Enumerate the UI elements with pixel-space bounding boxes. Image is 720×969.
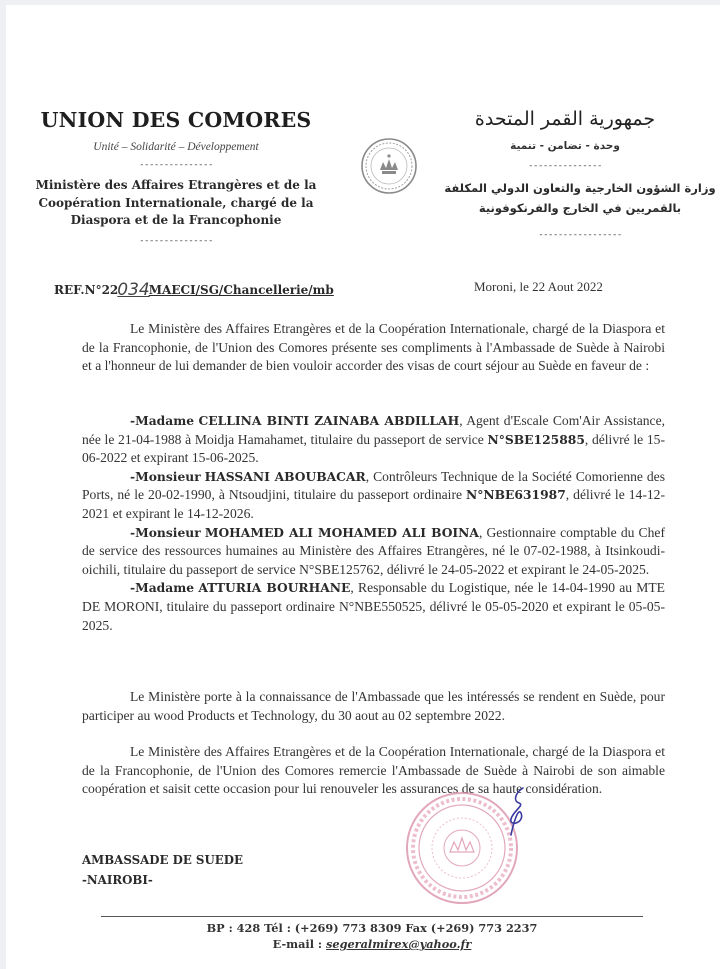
passport-validity: , délivré le 15-06-2022 et expirant 15-06-2025. <box>82 431 665 466</box>
footer-email-line <box>100 936 644 952</box>
separator-ar-1: --------------- <box>528 161 602 171</box>
email-link[interactable]: segeralmirex@yahoo.fr <box>326 937 472 951</box>
persons-list <box>82 412 665 635</box>
reference-suffix: MAECI/SG/Chancellerie/mb <box>148 283 334 297</box>
addressee-block <box>82 850 243 890</box>
person-entry <box>82 524 665 580</box>
person-details: , Gestionnaire comptable du Chef de service des ressources humaines au Ministère des Affaires Etrangères, né le 07-02-1988, à Itsinkoudi-oichili, titulaire du passeport de service <box>82 524 665 577</box>
ministry-name-fr <box>20 177 332 230</box>
passport-number: N°NBE550525 <box>338 598 423 614</box>
footer-phone-fax: BP : 428 Tél : (+269) 773 8309 Fax (+269) 773 2237 <box>206 921 538 935</box>
separator-fr-1: --------------- <box>139 160 213 170</box>
reference-handwritten-number: 034 <box>117 280 150 300</box>
person-name: ATTURIA BOURHANE <box>198 580 351 596</box>
passport-validity: , délivré le 24-05-2022 et expirant le 24-05-2025. <box>380 561 650 577</box>
country-name-ar: جمهورية القمر المتحدة <box>474 108 656 130</box>
person-entry <box>82 412 665 468</box>
passport-number: N°NBE631987 <box>466 487 566 503</box>
person-title: -Monsieur <box>130 524 201 540</box>
person-details: , Contrôleurs Technique de la Société Comorienne des Ports, né le 20-02-1990, à Ntsoudjini, titulaire du passeport ordinaire <box>82 468 665 503</box>
ministry-line: Ministère des Affaires Etrangères et de la <box>35 178 317 192</box>
place-date: Moroni, le 22 Aout 2022 <box>474 279 603 294</box>
person-entry <box>82 579 665 635</box>
ministry-line-ar: وزارة الشؤون الخارجية والتعاون الدولي المكلفة <box>444 181 716 195</box>
person-details: , Responsable du Logistique, née le 14-04-1990 au MTE DE MORONI, titulaire du passeport ordinaire <box>82 580 665 614</box>
email-label: E-mail : <box>272 937 327 951</box>
separator-ar-2: ----------------- <box>538 230 622 240</box>
ministry-line: Diaspora et de la Francophonie <box>70 213 282 227</box>
passport-number: N°SBE125885 <box>487 431 585 447</box>
coat-of-arms-seal-icon <box>360 137 418 195</box>
signature-initials-icon <box>505 785 531 840</box>
closing-paragraph: Le Ministère des Affaires Etrangères et de la Coopération Internationale, chargé de la Diaspora et de la Francophonie, de l'Union des Comores remercie l'Ambassade de Suède à Nairobi de son aimable coopération et saisit cette occasion pour lui renouveler les assurances de sa haute considération. <box>82 744 665 797</box>
person-title: -Madame <box>130 413 195 428</box>
person-entry <box>82 468 665 524</box>
addressee-city: -NAIROBI- <box>82 873 153 887</box>
ministry-name-ar <box>440 178 720 218</box>
motto-ar: وحدة - تضامن - تنمية <box>510 140 620 152</box>
person-name: CELLINA BINTI ZAINABA ABDILLAH <box>198 413 460 428</box>
reference-number <box>54 279 334 299</box>
separator-fr-2: --------------- <box>139 236 213 246</box>
purpose-paragraph: Le Ministère porte à la connaissance de l'Ambassade que les intéressés se rendent en Suède, pour participer au wood Products et Technology, du 30 aout au 02 septembre 2022. <box>82 689 665 723</box>
passport-validity: , délivré le 05-05-2020 et expirant le 05-05-2025. <box>82 598 665 633</box>
person-title: -Madame <box>130 580 195 596</box>
footer-divider <box>101 916 643 917</box>
ministry-stamp-icon <box>404 790 520 906</box>
passport-validity: , délivré le 14-12-2021 et expirant le 14-12-2026. <box>82 487 665 521</box>
person-title: -Monsieur <box>130 468 201 484</box>
person-name: HASSANI ABOUBACAR <box>204 468 366 484</box>
motto-fr: Unité – Solidarité – Développement <box>93 141 259 153</box>
country-name-fr: UNION DES COMORES <box>40 108 312 132</box>
passport-number: N°SBE125762 <box>299 561 381 577</box>
intro-paragraph: Le Ministère des Affaires Etrangères et de la Coopération Internationale, chargé de la Diaspora et de la Francophonie, de l'Union des Comores présente ses compliments à l'Ambassade de Suède à Nairobi et a l'honneur de lui demander de bien vouloir accorder des visas de court séjour au Suède en faveur de : <box>82 321 665 374</box>
ministry-line: Coopération Internationale, chargé de la <box>38 195 314 210</box>
person-details: , Agent d'Escale Com'Air Assistance, née le 21-04-1988 à Moidja Hamahamet, titulaire du passeport de service <box>82 413 665 447</box>
ministry-line-ar: بالقمريين في الخارج والفرنكوفونية <box>478 201 682 215</box>
reference-prefix: REF.N°22 <box>54 283 119 297</box>
addressee-name: AMBASSADE DE SUEDE <box>82 853 243 867</box>
person-name: MOHAMED ALI MOHAMED ALI BOINA <box>204 524 479 540</box>
footer-contact <box>100 920 644 952</box>
